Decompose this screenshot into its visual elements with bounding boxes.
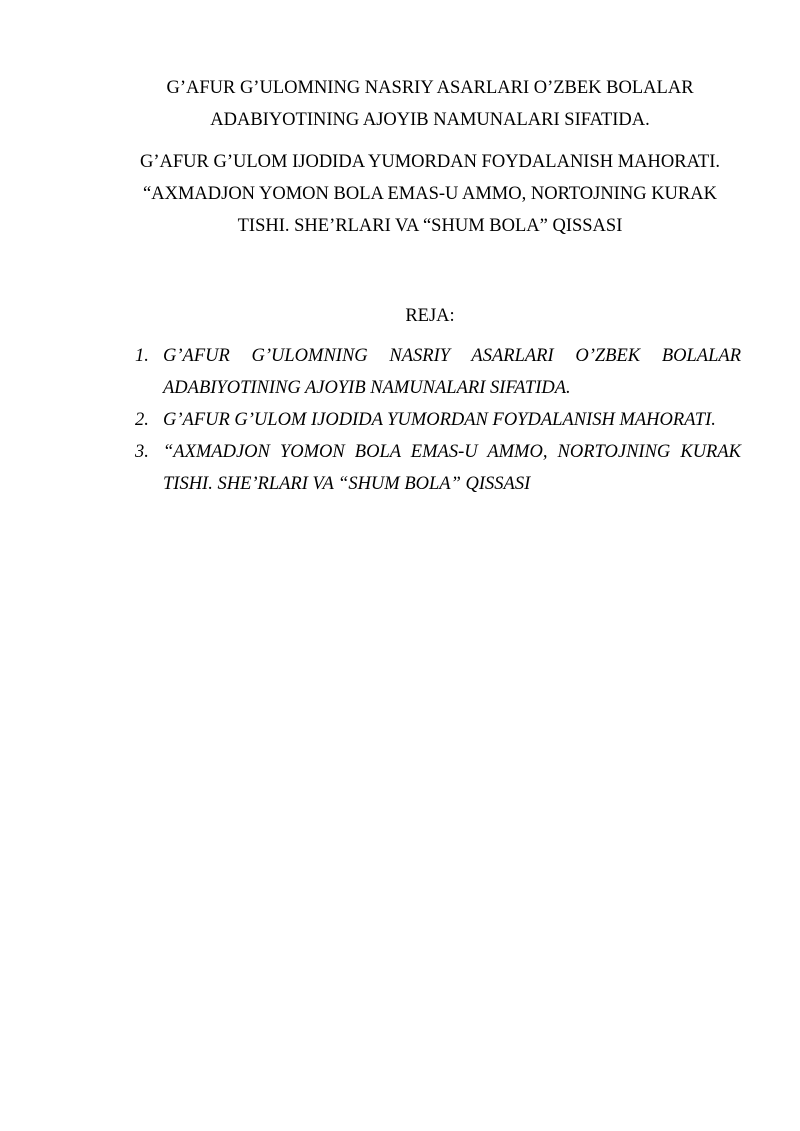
plan-item-2 (135, 404, 741, 436)
document-heading-2 (120, 146, 740, 242)
plan-item-1-line-2: ADABIYOTINING AJOYIB NAMUNALARI SIFATIDA. (163, 378, 571, 398)
plan-title: REJA: (405, 306, 455, 326)
plan-item-3-line-1: “AXMADJON YOMON BOLA EMAS-U AMMO, NORTOJNING KURAK (163, 442, 741, 462)
plan-item-1 (135, 340, 741, 404)
plan-item-number: 2. (135, 410, 149, 430)
heading-1-line-1: G’AFUR G’ULOMNING NASRIY ASARLARI O’ZBEK BOLALAR (166, 78, 694, 98)
plan-list (135, 340, 741, 500)
plan-item-number: 3. (135, 442, 149, 462)
plan-item-3 (135, 436, 741, 500)
plan-item-2-line-1: G’AFUR G’ULOM IJODIDA YUMORDAN FOYDALANISH MAHORATI. (163, 410, 716, 430)
heading-2-line-2: “AXMADJON YOMON BOLA EMAS-U AMMO, NORTOJNING KURAK (143, 184, 717, 204)
heading-2-line-1: G’AFUR G’ULOM IJODIDA YUMORDAN FOYDALANISH MAHORATI. (139, 152, 720, 172)
heading-1-line-2: ADABIYOTINING AJOYIB NAMUNALARI SIFATIDA. (210, 110, 650, 130)
heading-2-line-3: TISHI. SHE’RLARI VA “SHUM BOLA” QISSASI (237, 216, 623, 236)
plan-item-number: 1. (135, 346, 149, 366)
plan-item-1-line-1: G’AFUR G’ULOMNING NASRIY ASARLARI O’ZBEK BOLALAR (163, 346, 741, 366)
document-heading-1 (120, 72, 740, 136)
plan-item-3-line-2: TISHI. SHE’RLARI VA “SHUM BOLA” QISSASI (163, 474, 531, 494)
